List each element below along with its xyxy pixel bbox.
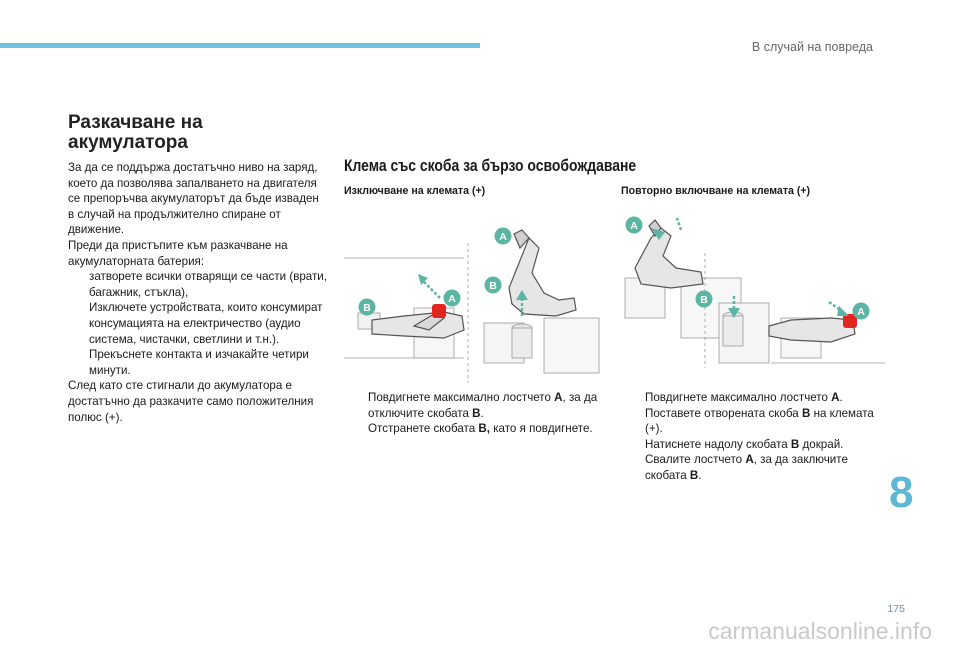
step-item: Отстранете скобата B, като я повдигнете. [368,422,593,436]
disconnect-illustration [344,208,608,386]
chapter-number: 8 [889,468,914,517]
svg-text:A: A [448,293,456,305]
reconnect-illustration [621,208,885,386]
svg-text:B: B [489,280,497,292]
disconnect-heading: Изключване на клемата (+) [344,185,486,197]
intro-bullet: Прекъснете контакта и изчакайте четири минути. [89,348,309,377]
intro-text [68,160,328,425]
svg-text:A: A [857,306,865,318]
step-item: Повдигнете максимално лостчето A, за да отключите скобата B. [368,391,598,420]
intro-prerequisite: Преди да пристъпите към разкачване на акумулаторната батерия: [68,238,288,268]
step-item: Поставете отворената скоба B на клемата (+). [645,406,874,436]
step-item: Натиснете надолу скобата B докрай. [645,437,844,451]
clamp-lever-red [432,304,446,318]
section-title-line2: акумулатора [68,132,188,153]
header-title: В случай на повреда [751,40,873,54]
svg-text:B: B [363,302,371,314]
page-number: 175 [887,603,905,615]
intro-paragraph: За да се поддържа достатъчно ниво на заряд, което да позволява запалването на двигателя се препоръчва акумулаторът да бъде изваден в случай на продължително спиране от движение. [68,161,319,237]
reconnect-heading: Повторно включване на клемата (+) [621,185,811,197]
section-title-line1: Разкачване на [68,112,203,133]
intro-conclusion: След като сте стигнали до акумулатора е достатъчно да разкачите само положителния полюс (+). [68,379,314,424]
svg-text:A: A [630,220,638,232]
svg-text:A: A [499,231,507,243]
disconnect-steps [344,390,604,437]
step-item: Свалите лостчето A, за да заключите скобата B. [645,453,848,482]
watermark: carmanualsonline.info [708,618,932,644]
svg-text:B: B [700,294,708,306]
step-item: Повдигнете максимално лостчето A. [645,391,843,404]
clamp-section-title: Клема със скоба за бързо освобождаване [344,156,637,175]
intro-bullet: Изключете устройствата, които консумират консумацията на електричество (аудио система, чистачки, светлини и т.н.). [89,301,323,346]
reconnect-steps [621,390,881,484]
section-title [68,113,328,153]
intro-bullet: затворете всички отварящи се части (врати, багажник, стъкла), [89,270,328,299]
header-accent-bar [0,43,480,48]
